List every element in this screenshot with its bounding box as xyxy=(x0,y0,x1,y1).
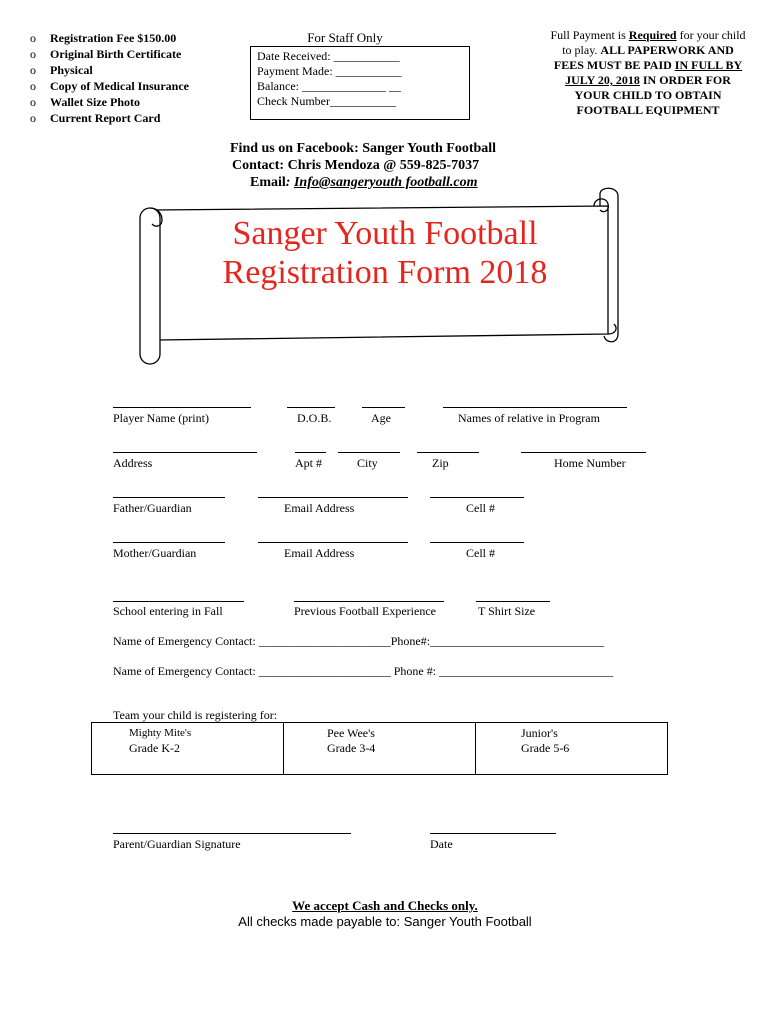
form-title xyxy=(195,214,575,292)
father-cell-line[interactable] xyxy=(430,497,524,498)
team-grade: Grade 3-4 xyxy=(327,741,376,755)
player-name-label: Player Name (print) xyxy=(113,411,209,425)
signature-line[interactable] xyxy=(113,833,351,834)
apt-line[interactable] xyxy=(295,452,326,453)
requirement-item: o Registration Fee $150.00 xyxy=(30,31,177,45)
mother-email-label: Email Address xyxy=(284,546,355,560)
mother-line[interactable] xyxy=(113,542,225,543)
bullet-marker: o xyxy=(30,63,36,77)
father-email-label: Email Address xyxy=(284,501,355,515)
requirement-item: o Wallet Size Photo xyxy=(30,95,140,109)
email-line: Email: Info@sangeryouth football.com xyxy=(250,175,478,190)
city-label: City xyxy=(357,456,378,470)
school-line[interactable] xyxy=(113,601,244,602)
requirement-item: o Original Birth Certificate xyxy=(30,47,182,61)
mother-cell-line[interactable] xyxy=(430,542,524,543)
dob-label: D.O.B. xyxy=(297,411,332,425)
age-line[interactable] xyxy=(362,407,405,408)
staff-date-received: Date Received: ___________ xyxy=(257,49,400,63)
requirements-list xyxy=(30,30,189,126)
team-option-mighty-mites[interactable] xyxy=(92,723,284,774)
team-label: Team your child is registering for: xyxy=(113,708,278,722)
title-line-1: Sanger Youth Football xyxy=(232,215,538,252)
player-name-line[interactable] xyxy=(113,407,251,408)
signature-label: Parent/Guardian Signature xyxy=(113,837,241,851)
date-line[interactable] xyxy=(430,833,556,834)
address-line[interactable] xyxy=(113,452,257,453)
team-name: Mighty Mite's xyxy=(129,727,192,739)
mother-label: Mother/Guardian xyxy=(113,546,197,560)
staff-only-box xyxy=(250,46,470,120)
mother-cell-label: Cell # xyxy=(466,546,495,560)
bullet-marker: o xyxy=(30,95,36,109)
mother-email-line[interactable] xyxy=(258,542,408,543)
contact-phone-line: Contact: Chris Mendoza @ 559-825-7037 xyxy=(232,158,480,173)
tshirt-label: T Shirt Size xyxy=(478,604,536,618)
team-name: Pee Wee's xyxy=(327,726,375,740)
city-line[interactable] xyxy=(338,452,400,453)
requirement-item: o Physical xyxy=(30,63,93,77)
bullet-marker: o xyxy=(30,47,36,61)
father-line[interactable] xyxy=(113,497,225,498)
footer xyxy=(0,898,770,930)
team-grade: Grade 5-6 xyxy=(521,741,570,755)
payment-notice: Full Payment is Required for your child to play. ALL PAPERWORK AND FEES MUST BE PAID IN FULL BY JULY 20, 2018 IN ORDER FOR YOUR CHILD TO OBTAIN FOOTBALL EQUIPMENT xyxy=(550,28,746,117)
team-table xyxy=(91,722,668,775)
bullet-marker: o xyxy=(30,31,36,45)
date-label: Date xyxy=(430,837,453,851)
home-number-line[interactable] xyxy=(521,452,646,453)
relatives-label: Names of relative in Program xyxy=(458,411,600,425)
requirement-item: o Current Report Card xyxy=(30,111,161,125)
staff-check-number: Check Number___________ xyxy=(257,94,396,108)
zip-line[interactable] xyxy=(417,452,479,453)
facebook-line: Find us on Facebook: Sanger Youth Football xyxy=(230,141,497,156)
emergency-contact-2[interactable]: Name of Emergency Contact: ______________________ Phone #: _____________________________ xyxy=(113,664,614,678)
requirement-item: o Copy of Medical Insurance xyxy=(30,79,189,93)
email-link[interactable]: Info@sangeryouth football.com xyxy=(293,175,478,190)
father-email-line[interactable] xyxy=(258,497,408,498)
staff-balance: Balance: ______________ __ xyxy=(257,79,401,93)
payable-note: All checks made payable to: Sanger Youth Football xyxy=(238,914,532,929)
bullet-marker: o xyxy=(30,79,36,93)
age-label: Age xyxy=(371,411,391,425)
bullet-marker: o xyxy=(30,111,36,125)
school-label: School entering in Fall xyxy=(113,604,223,618)
dob-line[interactable] xyxy=(287,407,335,408)
relatives-line[interactable] xyxy=(443,407,627,408)
team-grade: Grade K-2 xyxy=(129,741,180,755)
accept-note: We accept Cash and Checks only. xyxy=(292,898,478,913)
apt-label: Apt # xyxy=(295,456,322,470)
experience-label: Previous Football Experience xyxy=(294,604,436,618)
experience-line[interactable] xyxy=(294,601,444,602)
tshirt-line[interactable] xyxy=(476,601,550,602)
address-label: Address xyxy=(113,456,153,470)
zip-label: Zip xyxy=(432,456,449,470)
team-option-pee-wees[interactable] xyxy=(284,723,476,774)
team-option-juniors[interactable] xyxy=(476,723,667,774)
staff-only-title: For Staff Only xyxy=(307,30,383,45)
team-name: Junior's xyxy=(521,726,558,740)
father-cell-label: Cell # xyxy=(466,501,495,515)
father-label: Father/Guardian xyxy=(113,501,192,515)
emergency-contact-1[interactable]: Name of Emergency Contact: ______________________Phone#:_____________________________ xyxy=(113,634,605,648)
staff-payment-made: Payment Made: ___________ xyxy=(257,64,402,78)
title-line-2: Registration Form 2018 xyxy=(222,254,548,291)
home-number-label: Home Number xyxy=(554,456,626,470)
